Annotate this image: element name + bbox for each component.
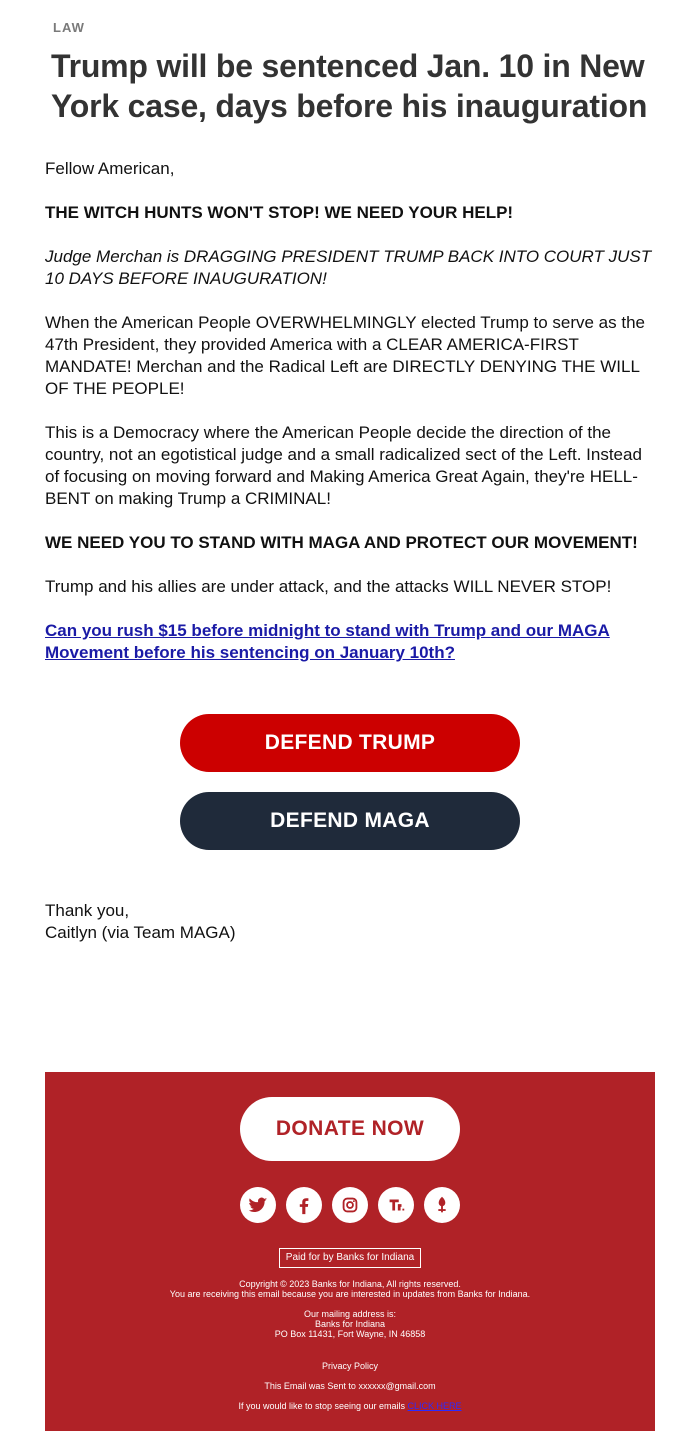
- paragraph-2: This is a Democracy where the American People decide the direction of the country, not an egotistical judge and a small radicalized sect of the Left. Instead of focusing on moving forward and Making America Great Again, they're HELL-BENT on making Trump a CRIMINAL!: [45, 423, 642, 508]
- defend-maga-button[interactable]: DEFEND MAGA: [180, 792, 520, 850]
- twitter-link[interactable]: [240, 1187, 276, 1223]
- signature: Caitlyn (via Team MAGA): [45, 923, 236, 942]
- copyright: Copyright © 2023 Banks for Indiana, All rights reserved.: [239, 1279, 461, 1289]
- email-body: [45, 158, 655, 664]
- signoff: [45, 900, 236, 944]
- instagram-icon: [339, 1194, 361, 1216]
- donate-link[interactable]: Can you rush $15 before midnight to stand with Trump and our MAGA Movement before his sentencing on January 10th?: [45, 621, 610, 662]
- social-links: [240, 1187, 460, 1223]
- article-header: [45, 0, 655, 140]
- twitter-icon: [247, 1194, 269, 1216]
- unsubscribe-line: [45, 1401, 655, 1411]
- bold-callout: WE NEED YOU TO STAND WITH MAGA AND PROTECT OUR MOVEMENT!: [45, 533, 638, 552]
- paid-for-box: Paid for by Banks for Indiana: [279, 1248, 421, 1268]
- headline-callout: THE WITCH HUNTS WON'T STOP! WE NEED YOUR HELP!: [45, 203, 514, 222]
- donate-now-button[interactable]: DONATE NOW: [240, 1097, 460, 1161]
- facebook-link[interactable]: [286, 1187, 322, 1223]
- defend-trump-button[interactable]: DEFEND TRUMP: [180, 714, 520, 772]
- mailing-name: Banks for Indiana: [314, 1319, 386, 1329]
- mailing-address: PO Box 11431, Fort Wayne, IN 46858: [274, 1329, 426, 1339]
- sent-to: This Email was Sent to xxxxxx@gmail.com: [264, 1381, 436, 1391]
- unsubscribe-prefix: If you would like to stop seeing our emails: [238, 1401, 406, 1411]
- italic-callout: Judge Merchan is DRAGGING PRESIDENT TRUMP BACK INTO COURT JUST 10 DAYS BEFORE INAUGURATION!: [45, 247, 652, 288]
- paid-for-disclaimer: [45, 1248, 655, 1268]
- greeting: Fellow American,: [45, 159, 175, 178]
- cta-link-paragraph: [45, 620, 655, 664]
- article-headline: Trump will be sentenced Jan. 10 in New York case, days before his inauguration: [51, 48, 648, 124]
- footer: [45, 1072, 655, 1431]
- facebook-icon: [293, 1194, 315, 1216]
- receiving-reason: You are receiving this email because you are interested in updates from Banks for Indiana.: [169, 1289, 531, 1299]
- truth-social-link[interactable]: [378, 1187, 414, 1223]
- truth-social-icon: [385, 1194, 407, 1216]
- paragraph-1: When the American People OVERWHELMINGLY elected Trump to serve as the 47th President, they provided America with a CLEAR AMERICA-FIRST MANDATE! Merchan and the Radical Left are DIRECTLY DENYING THE WILL OF THE PEOPLE!: [45, 313, 645, 398]
- unsubscribe-link[interactable]: CLICK HERE: [407, 1401, 462, 1411]
- mailing-label: Our mailing address is:: [303, 1309, 397, 1319]
- gettr-link[interactable]: [424, 1187, 460, 1223]
- thanks-text: Thank you,: [45, 901, 130, 920]
- paragraph-3: Trump and his allies are under attack, and the attacks WILL NEVER STOP!: [45, 577, 612, 596]
- section-label: LAW: [53, 20, 85, 35]
- instagram-link[interactable]: [332, 1187, 368, 1223]
- gettr-icon: [431, 1194, 453, 1216]
- privacy-policy-link[interactable]: Privacy Policy: [321, 1361, 378, 1371]
